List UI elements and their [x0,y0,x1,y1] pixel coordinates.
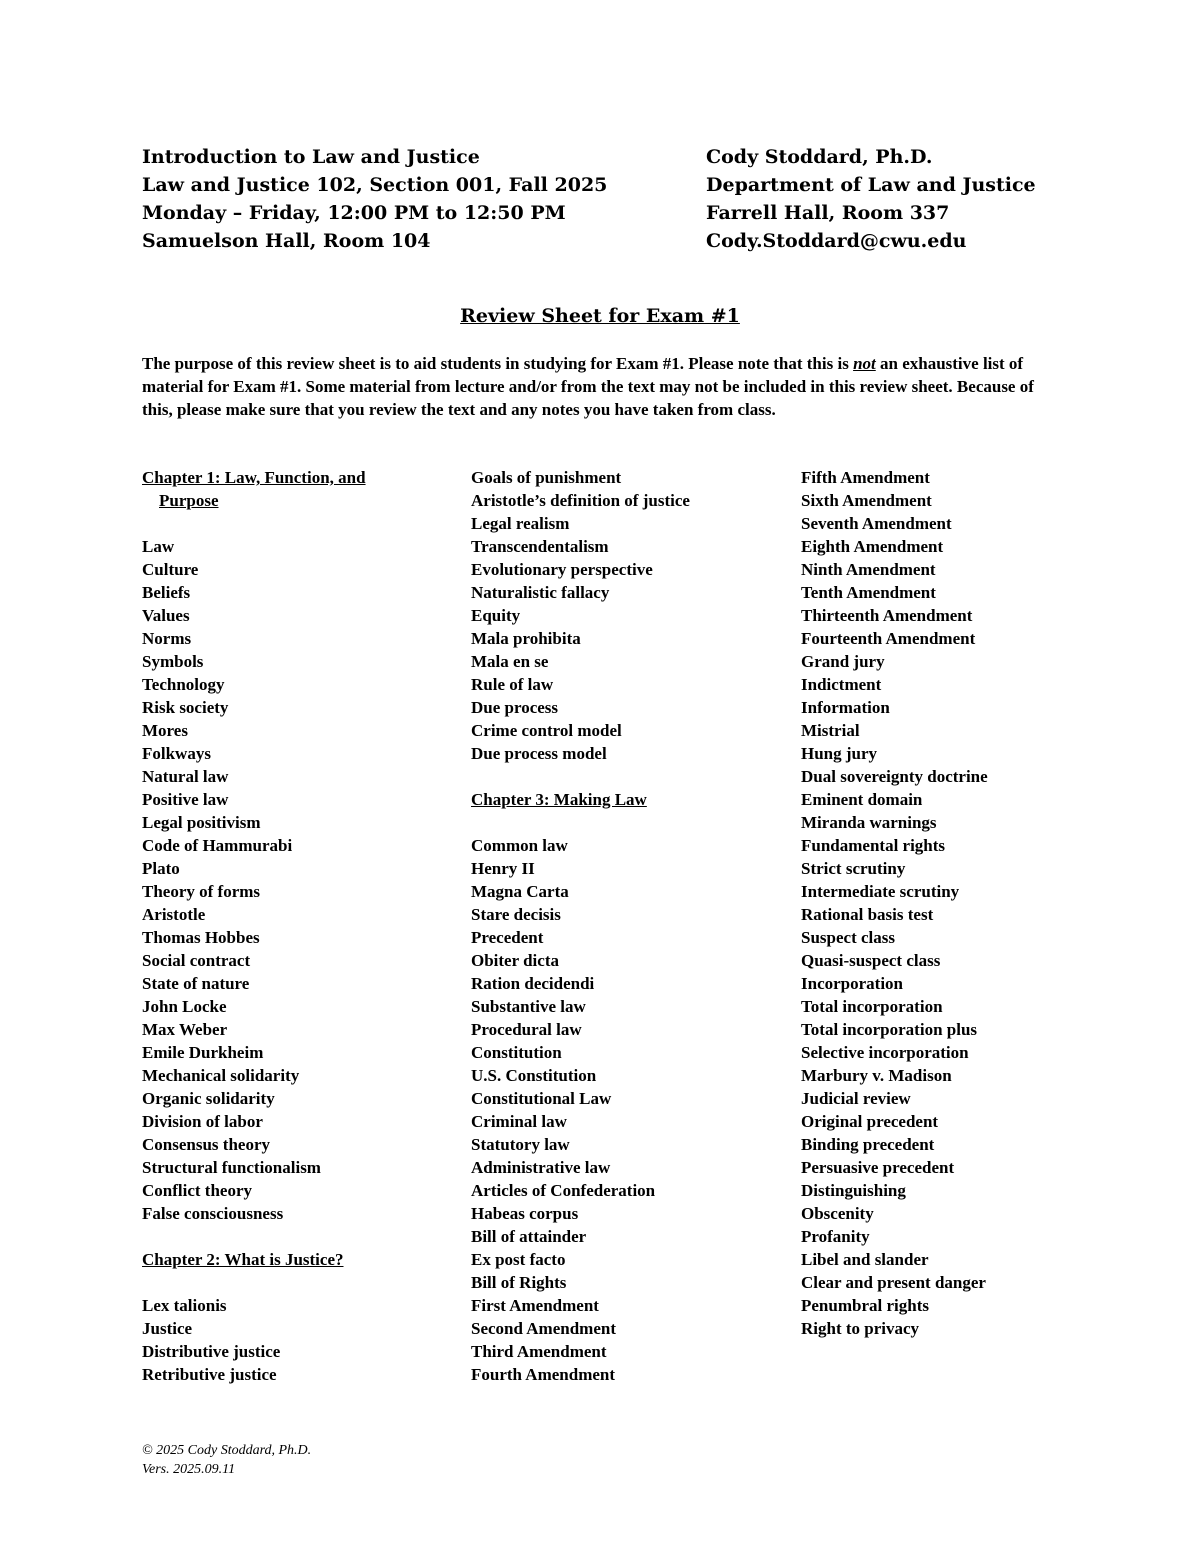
chapter-1-heading-continued: Purpose [159,491,219,510]
chapter-2-heading: Chapter 2: What is Justice? [142,1250,344,1269]
term-item: Total incorporation plus [801,1020,978,1039]
term-item: Indictment [801,675,882,694]
term-item: Habeas corpus [471,1204,579,1223]
term-item: Ninth Amendment [801,560,936,579]
term-item: Bill of Rights [471,1273,567,1292]
term-item: Quasi-suspect class [801,951,941,970]
intro-emphasis: not [853,354,876,373]
term-item: Stare decisis [471,905,561,924]
chapter-3-heading: Chapter 3: Making Law [471,790,647,809]
term-item: Technology [142,675,225,694]
term-item: Conflict theory [142,1181,253,1200]
term-item: Norms [142,629,192,648]
term-item: Eminent domain [801,790,923,809]
term-item: Risk society [142,698,229,717]
term-item: Law [142,537,175,556]
term-item: Positive law [142,790,229,809]
intro-text-start: The purpose of this review sheet is to aid students in studying for Exam #1. Please note that this is [142,354,854,373]
term-item: False consciousness [142,1204,284,1223]
term-item: Legal positivism [142,813,261,832]
version-label: Vers. 2025.09.11 [142,1462,236,1477]
term-item: Lex talionis [142,1296,227,1315]
course-name: Introduction to Law and Justice [142,146,480,168]
term-item: Selective incorporation [801,1043,969,1062]
term-item: Aristotle’s definition of justice [471,491,690,510]
course-location: Samuelson Hall, Room 104 [142,230,431,252]
term-item: First Amendment [471,1296,599,1315]
term-item: Max Weber [142,1020,228,1039]
course-info [142,143,607,255]
term-item: Second Amendment [471,1319,616,1338]
term-item: Precedent [471,928,544,947]
review-column-3 [801,466,1081,1340]
term-item: Marbury v. Madison [801,1066,952,1085]
spacer [471,765,771,788]
term-item: Third Amendment [471,1342,607,1361]
term-item: Goals of punishment [471,468,622,487]
term-item: Administrative law [471,1158,611,1177]
chapter-1-heading: Chapter 1: Law, Function, and [142,468,366,487]
term-item: Suspect class [801,928,895,947]
term-item: Procedural law [471,1020,582,1039]
term-item: Persuasive precedent [801,1158,955,1177]
term-item: Information [801,698,890,717]
chapter-3-term-list-continued [801,466,1081,1340]
instructor-name: Cody Stoddard, Ph.D. [706,146,933,168]
term-item: Due process [471,698,559,717]
term-item: Culture [142,560,199,579]
term-item: Symbols [142,652,204,671]
term-item: Emile Durkheim [142,1043,264,1062]
page-footer [142,1441,311,1479]
term-item: Strict scrutiny [801,859,906,878]
term-item: Judicial review [801,1089,911,1108]
term-item: Original precedent [801,1112,939,1131]
term-item: Plato [142,859,180,878]
spacer [142,1271,422,1294]
term-item: Right to privacy [801,1319,920,1338]
term-item: Thomas Hobbes [142,928,260,947]
term-item: Substantive law [471,997,586,1016]
term-item: Social contract [142,951,251,970]
term-item: Division of labor [142,1112,263,1131]
term-item: Dual sovereignty doctrine [801,767,988,786]
term-item: Crime control model [471,721,622,740]
term-item: Equity [471,606,521,625]
term-item: Criminal law [471,1112,567,1131]
term-item: Obiter dicta [471,951,559,970]
term-item: Structural functionalism [142,1158,321,1177]
chapter-2-term-list [142,1294,422,1386]
term-item: Rational basis test [801,905,934,924]
term-item: Common law [471,836,568,855]
term-item: Mechanical solidarity [142,1066,300,1085]
spacer [471,811,771,834]
copyright-notice: © 2025 Cody Stoddard, Ph.D. [142,1443,312,1458]
term-item: Folkways [142,744,211,763]
term-item: Naturalistic fallacy [471,583,610,602]
term-item: Theory of forms [142,882,261,901]
spacer [142,1225,422,1248]
term-item: Binding precedent [801,1135,935,1154]
review-column-2 [471,466,771,1386]
term-item: Constitution [471,1043,562,1062]
intro-paragraph [142,352,1062,421]
term-item: Grand jury [801,652,885,671]
term-item: Miranda warnings [801,813,937,832]
term-item: Mala prohibita [471,629,581,648]
term-item: Organic solidarity [142,1089,275,1108]
instructor-email: Cody.Stoddard@cwu.edu [706,230,967,252]
chapter-1-term-list [142,535,422,1225]
term-item: Beliefs [142,583,191,602]
term-item: Thirteenth Amendment [801,606,973,625]
term-item: Mala en se [471,652,549,671]
term-item: Libel and slander [801,1250,929,1269]
term-item: Hung jury [801,744,878,763]
term-item: Distinguishing [801,1181,906,1200]
term-item: Distributive justice [142,1342,281,1361]
term-item: Legal realism [471,514,570,533]
chapter-2-term-list-continued [471,466,771,765]
term-item: U.S. Constitution [471,1066,597,1085]
term-item: John Locke [142,997,227,1016]
term-item: Seventh Amendment [801,514,952,533]
document-title: Review Sheet for Exam #1 [460,305,740,327]
term-item: Fundamental rights [801,836,946,855]
term-item: Natural law [142,767,229,786]
instructor-department: Department of Law and Justice [706,174,1036,196]
term-item: Code of Hammurabi [142,836,293,855]
term-item: Total incorporation [801,997,943,1016]
instructor-info [706,143,1036,255]
course-section: Law and Justice 102, Section 001, Fall 2025 [142,174,608,196]
term-item: Statutory law [471,1135,570,1154]
term-item: Sixth Amendment [801,491,932,510]
term-item: Bill of attainder [471,1227,587,1246]
term-item: Evolutionary perspective [471,560,653,579]
course-schedule: Monday – Friday, 12:00 PM to 12:50 PM [142,202,566,224]
term-item: Articles of Confederation [471,1181,656,1200]
term-item: Due process model [471,744,607,763]
term-item: Retributive justice [142,1365,277,1384]
term-item: Penumbral rights [801,1296,929,1315]
intro-text-end: an exhaustive list of material for Exam #1. Some material from lecture and/or from the text may not be included in this review sheet. Because of this, please make sure that you review the text and any notes you have taken from class. [142,354,1034,419]
term-item: Consensus theory [142,1135,270,1154]
term-item: Justice [142,1319,193,1338]
chapter-3-term-list [471,834,771,1386]
term-item: Profanity [801,1227,870,1246]
term-item: Tenth Amendment [801,583,936,602]
term-item: Eighth Amendment [801,537,944,556]
term-item: Constitutional Law [471,1089,612,1108]
term-item: State of nature [142,974,250,993]
term-item: Henry II [471,859,535,878]
term-item: Fourth Amendment [471,1365,616,1384]
term-item: Magna Carta [471,882,569,901]
term-item: Fifth Amendment [801,468,930,487]
term-item: Rule of law [471,675,554,694]
spacer [142,512,422,535]
term-item: Fourteenth Amendment [801,629,976,648]
instructor-office: Farrell Hall, Room 337 [706,202,950,224]
term-item: Ration decidendi [471,974,595,993]
term-item: Mistrial [801,721,860,740]
term-item: Clear and present danger [801,1273,986,1292]
term-item: Mores [142,721,188,740]
term-item: Incorporation [801,974,903,993]
term-item: Intermediate scrutiny [801,882,960,901]
review-column-1 [142,466,422,1386]
term-item: Aristotle [142,905,206,924]
term-item: Obscenity [801,1204,874,1223]
term-item: Ex post facto [471,1250,566,1269]
term-item: Values [142,606,190,625]
term-item: Transcendentalism [471,537,609,556]
